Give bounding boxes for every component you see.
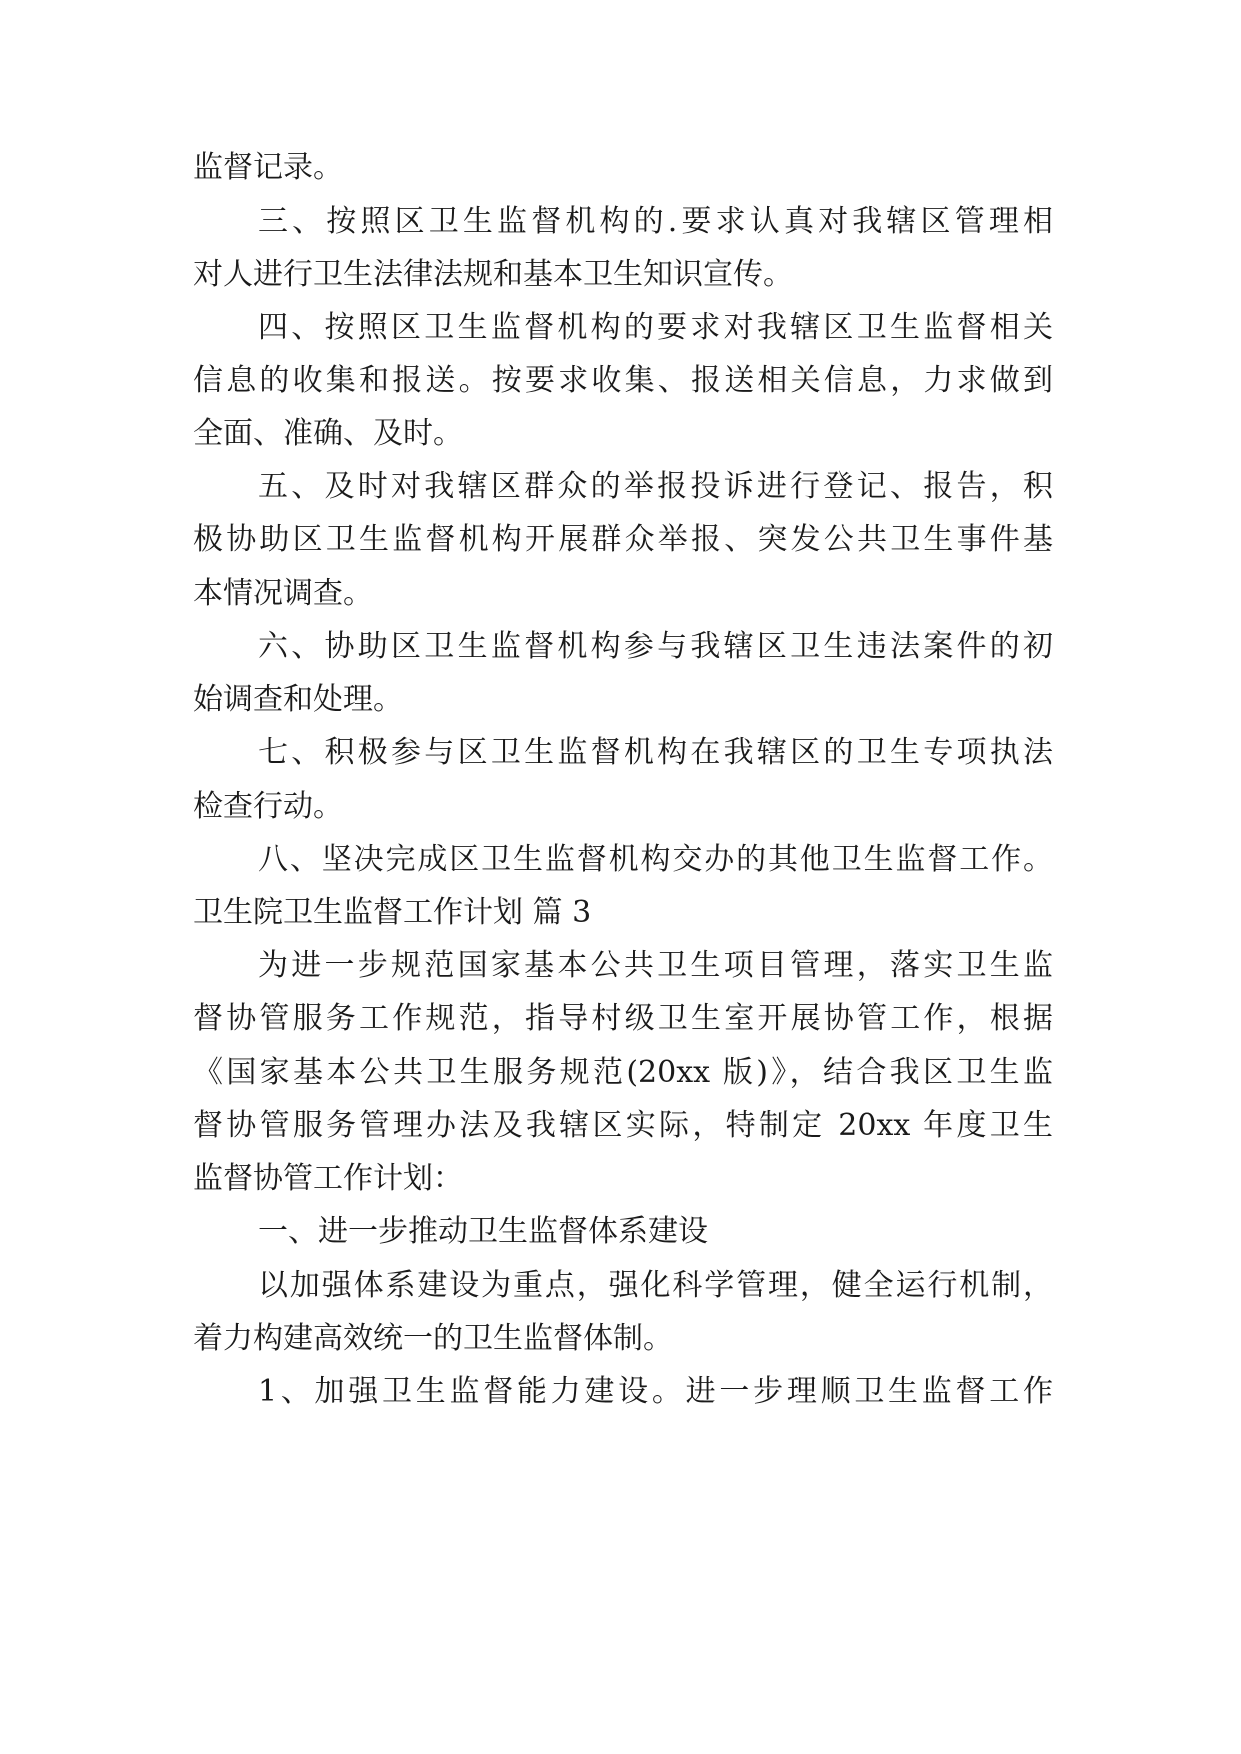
text-line: 对人进行卫生法律法规和基本卫生知识宣传。 [193,257,793,292]
text-line: 着力构建高效统一的卫生监督体制。 [193,1321,673,1356]
text-line: 监督记录。 [193,150,343,185]
text-line: 督协管服务管理办法及我辖区实际，特制定 20xx 年度卫生 [193,1108,1053,1143]
text-line: 本情况调查。 [193,576,373,611]
paragraph-first-line: 八、坚决完成区卫生监督机构交办的其他卫生监督工作。 [258,842,1053,877]
paragraph-first-line: 为进一步规范国家基本公共卫生项目管理，落实卫生监 [258,948,1053,983]
text-line: 始调查和处理。 [193,682,403,717]
paragraph-first-line: 五、及时对我辖区群众的举报投诉进行登记、报告，积 [258,469,1053,504]
paragraph-first-line: 三、按照区卫生监督机构的.要求认真对我辖区管理相 [258,204,1053,239]
paragraph-first-line: 1、加强卫生监督能力建设。进一步理顺卫生监督工作 [258,1374,1053,1409]
paragraph-first-line: 七、积极参与区卫生监督机构在我辖区的卫生专项执法 [258,735,1053,770]
paragraph-first-line: 六、协助区卫生监督机构参与我辖区卫生违法案件的初 [258,629,1053,664]
paragraph-first-line: 四、按照区卫生监督机构的要求对我辖区卫生监督相关 [258,310,1053,345]
text-line: 《国家基本公共卫生服务规范(20xx 版)》，结合我区卫生监 [193,1055,1053,1090]
text-line: 极协助区卫生监督机构开展群众举报、突发公共卫生事件基 [193,522,1053,557]
subsection-heading: 一、进一步推动卫生监督体系建设 [258,1214,708,1249]
text-line: 信息的收集和报送。按要求收集、报送相关信息，力求做到 [193,363,1053,398]
section-heading: 卫生院卫生监督工作计划 篇 3 [193,895,592,930]
text-line: 检查行动。 [193,789,343,824]
text-line: 全面、准确、及时。 [193,416,463,451]
text-line: 督协管服务工作规范，指导村级卫生室开展协管工作，根据 [193,1001,1053,1036]
paragraph-first-line: 以加强体系建设为重点，强化科学管理，健全运行机制， [258,1268,1053,1303]
text-line: 监督协管工作计划： [193,1161,463,1196]
